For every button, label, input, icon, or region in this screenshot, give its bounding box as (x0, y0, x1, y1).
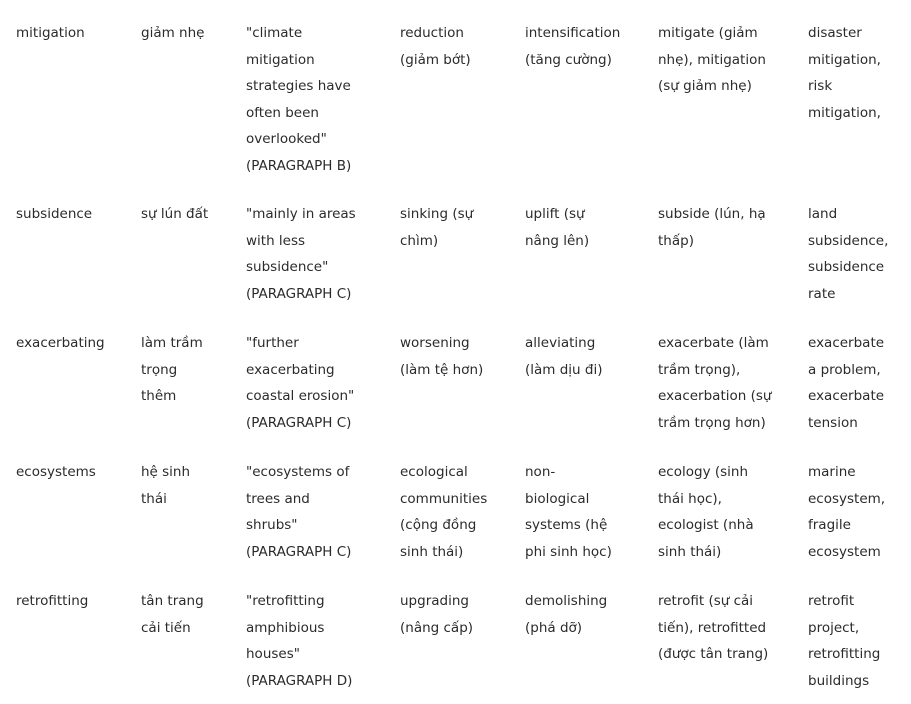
synonym-cell: upgrading (nâng cấp) (400, 593, 474, 636)
synonym-cell: worsening (làm tệ hơn) (400, 335, 484, 378)
antonym-cell: non- biological systems (hệ phi sinh học) (525, 464, 612, 560)
quote-cell: "further exacerbating coastal erosion" (PARAGRAPH C) (246, 335, 355, 431)
term-cell: retrofitting (16, 593, 89, 609)
term-cell: ecosystems (16, 464, 96, 480)
antonym-cell: intensification (tăng cường) (525, 25, 621, 68)
quote-cell: "climate mitigation strategies have often been overlooked" (PARAGRAPH B) (246, 25, 352, 174)
synonym-cell: ecological communities (cộng đồng sinh thái) (400, 464, 488, 560)
antonym-cell: demolishing (phá dỡ) (525, 593, 608, 636)
table-row (0, 330, 911, 459)
quote-cell: "ecosystems of trees and shrubs" (PARAGRAPH C) (246, 464, 352, 560)
term-cell: mitigation (16, 25, 85, 41)
collocations-cell: disaster mitigation, risk mitigation, (808, 25, 881, 121)
table-row (0, 201, 911, 330)
table-row (0, 20, 911, 201)
term-cell: subsidence (16, 206, 93, 222)
synonym-cell: reduction (giảm bớt) (400, 25, 471, 68)
table-row (0, 459, 911, 588)
collocations-cell: exacerbate a problem, exacerbate tension (808, 335, 885, 431)
vietnamese-meaning-cell: sự lún đất (141, 206, 209, 222)
word-forms-cell: exacerbate (làm trầm trọng), exacerbation (sự trầm trọng hơn) (658, 335, 772, 431)
vocabulary-table (0, 20, 911, 698)
synonym-cell: sinking (sự chìm) (400, 206, 474, 249)
quote-cell: "retrofitting amphibious houses" (PARAGRAPH D) (246, 593, 353, 689)
vietnamese-meaning-cell: hệ sinh thái (141, 464, 191, 507)
term-cell: exacerbating (16, 335, 105, 351)
table-row (0, 588, 911, 698)
word-forms-cell: retrofit (sự cải tiến), retrofitted (được tân trang) (658, 593, 769, 662)
collocations-cell: retrofit project, retrofitting buildings (808, 593, 881, 689)
antonym-cell: alleviating (làm dịu đi) (525, 335, 603, 378)
vietnamese-meaning-cell: tân trang cải tiến (141, 593, 204, 636)
word-forms-cell: mitigate (giảm nhẹ), mitigation (sự giảm nhẹ) (658, 25, 766, 94)
vietnamese-meaning-cell: giảm nhẹ (141, 25, 205, 41)
vietnamese-meaning-cell: làm trầm trọng thêm (141, 335, 203, 404)
collocations-cell: land subsidence, subsidence rate (808, 206, 889, 302)
collocations-cell: marine ecosystem, fragile ecosystem (808, 464, 886, 560)
word-forms-cell: subside (lún, hạ thấp) (658, 206, 766, 249)
word-forms-cell: ecology (sinh thái học), ecologist (nhà sinh thái) (658, 464, 754, 560)
quote-cell: "mainly in areas with less subsidence" (PARAGRAPH C) (246, 206, 356, 302)
antonym-cell: uplift (sự nâng lên) (525, 206, 590, 249)
